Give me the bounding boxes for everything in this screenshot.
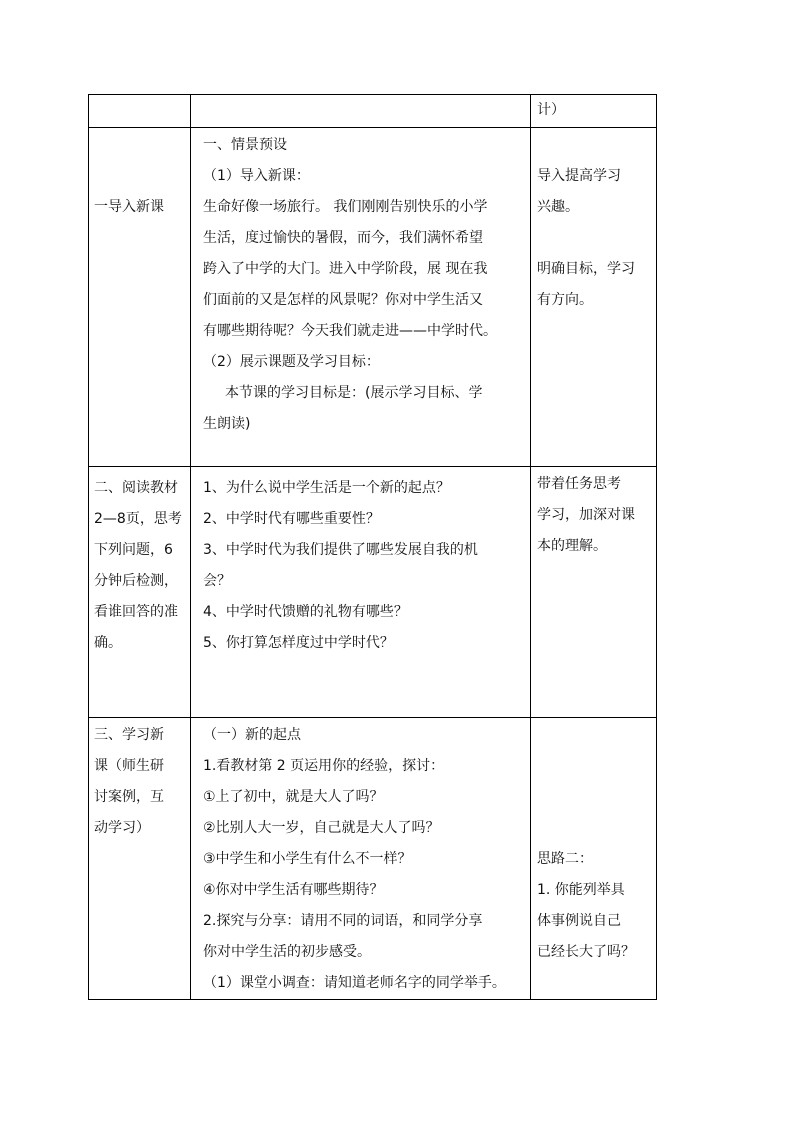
content-line: 有哪些期待呢？今天我们就走进——中学时代。 — [203, 323, 497, 339]
step-line: 课（师生研 — [94, 758, 164, 774]
content-line: 本节课的学习目标是：(展示学习目标、学 — [225, 385, 483, 401]
question-line: 会？ — [203, 573, 231, 589]
design-note-line: 本的理解。 — [537, 538, 607, 554]
design-note-line: 已经长大了吗？ — [537, 944, 635, 960]
step-line: 讨案例，互 — [94, 789, 164, 805]
note-text: 计） — [537, 102, 565, 118]
content-line: （1）导入新课： — [203, 168, 310, 184]
step-line: 三、学习新 — [94, 727, 164, 743]
step-line: 看谁回答的准 — [94, 604, 178, 620]
content-line: 生命好像一场旅行。 我们刚刚告别快乐的小学 — [203, 199, 488, 215]
content-line: （1）课堂小调查：请知道老师名字的同学举手。 — [203, 975, 506, 991]
design-note-line: 兴趣。 — [537, 199, 579, 215]
step-line: 分钟后检测， — [94, 573, 178, 589]
content-line: 们面前的又是怎样的风景呢？你对中学生活又 — [203, 292, 483, 308]
cell-r3-c1 — [89, 718, 191, 1000]
content-line: 你对中学生活的初步感受。 — [203, 944, 371, 960]
spacer — [537, 223, 651, 254]
design-note-line: 体事例说自己 — [537, 913, 621, 929]
content-line: ②比别人大一岁，自己就是大人了吗？ — [203, 820, 440, 836]
design-note-line: 1. 你能列举具 — [537, 882, 625, 898]
content-line: ④你对中学生活有哪些期待？ — [203, 882, 384, 898]
question-line: 2、中学时代有哪些重要性？ — [203, 511, 380, 527]
step-title: 一导入新课 — [94, 199, 164, 215]
cell-r2-c1 — [89, 467, 191, 718]
design-note-line: 学习，加深对课 — [537, 507, 635, 523]
cell-r0-c3 — [531, 95, 657, 128]
content-line: 生活，度过愉快的暑假，而今，我们满怀希望 — [203, 230, 483, 246]
content-line: 一、情景预设 — [203, 137, 287, 153]
design-note-line: 带着任务思考 — [537, 476, 621, 492]
step-line: 二、阅读教材 — [94, 480, 178, 496]
design-note-line: 思路二： — [537, 851, 593, 867]
table-row-reading — [89, 467, 657, 718]
lesson-plan-table — [88, 94, 657, 1000]
question-line: 3、中学时代为我们提供了哪些发展自我的机 — [203, 542, 478, 558]
cell-r3-c3 — [531, 718, 657, 1000]
step-line: 2—8页，思考 — [94, 511, 182, 527]
cell-r1-c3 — [531, 128, 657, 467]
content-line: ③中学生和小学生有什么不一样？ — [203, 851, 412, 867]
step-line: 下列问题，6 — [94, 542, 173, 558]
cell-r1-c1 — [89, 128, 191, 467]
table-row-header-continuation — [89, 95, 657, 128]
cell-r0-c1 — [89, 95, 191, 128]
question-line: 5、你打算怎样度过中学时代？ — [203, 635, 394, 651]
content-line: 1.看教材第 2 页运用你的经验，探讨： — [203, 758, 445, 774]
content-line: 跨入了中学的大门。进入中学阶段，展 现在我 — [203, 261, 488, 277]
question-line: 4、中学时代馈赠的礼物有哪些？ — [203, 604, 408, 620]
table-row-intro — [89, 128, 657, 467]
cell-r2-c3 — [531, 467, 657, 718]
table-row-new-lesson — [89, 718, 657, 1000]
design-note-line: 明确目标，学习 — [537, 261, 635, 277]
question-line: 1、为什么说中学生活是一个新的起点？ — [203, 480, 450, 496]
content-line: 生朗读) — [203, 416, 251, 432]
content-line: 2.探究与分享：请用不同的词语，和同学分享 — [203, 913, 483, 929]
cell-r0-c2 — [191, 95, 531, 128]
step-line: 动学习） — [94, 820, 150, 836]
design-note-line: 导入提高学习 — [537, 168, 621, 184]
step-line: 确。 — [94, 635, 122, 651]
content-line: ①上了初中，就是大人了吗？ — [203, 789, 384, 805]
content-line: （2）展示课题及学习目标： — [203, 354, 380, 370]
content-line: （一）新的起点 — [203, 727, 301, 743]
cell-r1-c2 — [191, 128, 531, 467]
cell-r3-c2 — [191, 718, 531, 1000]
design-note-line: 有方向。 — [537, 292, 593, 308]
cell-r2-c2 — [191, 467, 531, 718]
